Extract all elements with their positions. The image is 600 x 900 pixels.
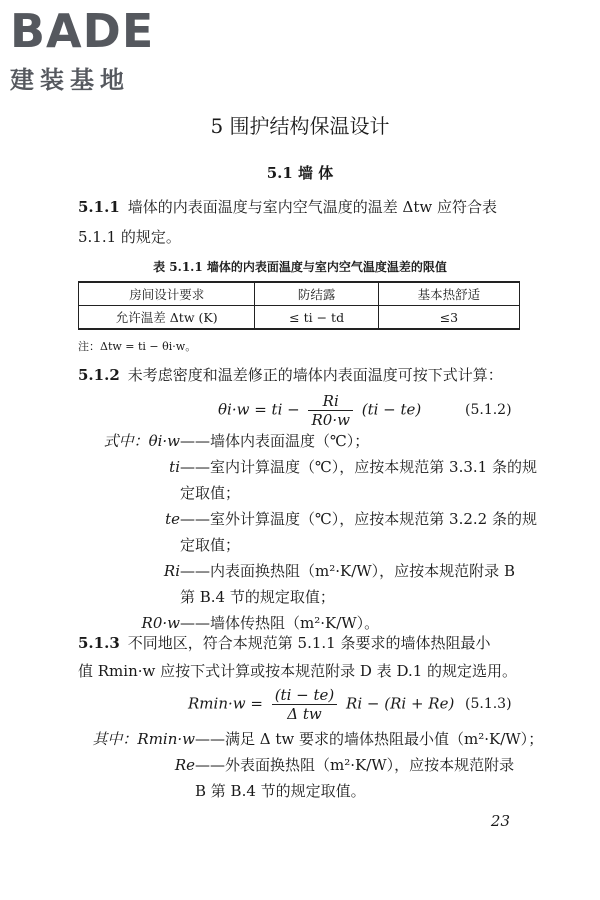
chapter-title: 5 围护结构保温设计 bbox=[210, 114, 390, 138]
table-cell: 允许温差 Δtw (K) bbox=[79, 306, 255, 330]
formula-fraction bbox=[308, 392, 352, 429]
definition-symbol: te bbox=[165, 510, 180, 528]
formula-numerator: (ti − te) bbox=[272, 686, 338, 705]
definition-text: ——墙体传热阻（m²·K/W）。 bbox=[180, 614, 380, 632]
definition-symbol: Re bbox=[174, 756, 195, 774]
logo-wordmark: BADE bbox=[10, 4, 155, 58]
formula-number: (5.1.2) bbox=[465, 402, 512, 418]
definition-symbol: ti bbox=[169, 458, 180, 476]
logo bbox=[10, 6, 154, 95]
formula-5-1-2 bbox=[218, 392, 421, 429]
formula-lhs: Rmin·w = bbox=[188, 694, 263, 713]
logo-subtitle: 建装基地 bbox=[10, 66, 130, 94]
definition-text: B 第 B.4 节的规定取值。 bbox=[195, 782, 366, 800]
formula-5-1-3 bbox=[188, 686, 454, 723]
table-cell: ≤3 bbox=[378, 306, 519, 330]
clause-number: 5.1.2 bbox=[78, 366, 120, 384]
section-title: 5.1 墙 体 bbox=[266, 164, 334, 182]
formula-rhs: Ri − (Ri + Re) bbox=[346, 694, 455, 713]
formula-fraction bbox=[272, 686, 338, 723]
table-header: 房间设计要求 bbox=[79, 282, 255, 306]
definition-symbol: 其中：Rmin·w bbox=[92, 730, 195, 748]
clause-5-1-3-line2: 值 Rmin·w 应按下式计算或按本规范附录 D 表 D.1 的规定选用。 bbox=[78, 662, 518, 680]
clause-5-1-3-line1 bbox=[78, 628, 490, 658]
table-header-row bbox=[79, 282, 520, 306]
clause-5-1-1-line1 bbox=[78, 192, 497, 222]
formula-rhs: (ti − te) bbox=[361, 400, 422, 419]
table-header: 防结露 bbox=[255, 282, 378, 306]
table-caption: 表 5.1.1 墙体的内表面温度与室内空气温度温差的限值 bbox=[153, 260, 447, 274]
definition-text: ——满足 Δ tw 要求的墙体热阻最小值（m²·K/W）； bbox=[195, 730, 544, 748]
formula-number: (5.1.3) bbox=[465, 696, 512, 712]
table-header: 基本热舒适 bbox=[378, 282, 519, 306]
definition-text: 第 B.4 节的规定取值； bbox=[180, 588, 335, 606]
clause-text: 未考虑密度和温差修正的墙体内表面温度可按下式计算： bbox=[127, 366, 503, 384]
definition-text: ——室内计算温度（℃），应按本规范第 3.3.1 条的规 bbox=[180, 458, 537, 476]
table-row bbox=[79, 306, 520, 330]
formula-denominator: R0·w bbox=[311, 411, 350, 429]
limits-table bbox=[78, 281, 520, 330]
clause-text: 不同地区，符合本规范第 5.1.1 条要求的墙体热阻最小 bbox=[127, 634, 491, 652]
clause-5-1-1-line2: 5.1.1 的规定。 bbox=[78, 228, 181, 246]
clause-text: 墙体的内表面温度与室内空气温度的温差 Δtw 应符合表 bbox=[127, 198, 498, 216]
formula-denominator: Δ tw bbox=[287, 705, 322, 723]
page-number: 23 bbox=[490, 812, 510, 830]
clause-5-1-2 bbox=[78, 360, 503, 390]
definition-text: ——外表面换热阻（m²·K/W），应按本规范附录 bbox=[195, 756, 515, 774]
definition-symbol: R0·w bbox=[141, 614, 180, 632]
table-note: 注：Δtw = ti − θi·w。 bbox=[78, 340, 197, 353]
definition-text: ——室外计算温度（℃），应按本规范第 3.2.2 条的规 bbox=[180, 510, 537, 528]
definition-text: ——内表面换热阻（m²·K/W），应按本规范附录 B bbox=[180, 562, 515, 580]
formula-lhs: θi·w = ti − bbox=[218, 400, 300, 419]
definition-text: 定取值； bbox=[180, 484, 241, 502]
definition-symbol: Ri bbox=[163, 562, 180, 580]
table-cell: ≤ ti − td bbox=[255, 306, 378, 330]
clause-number: 5.1.3 bbox=[78, 634, 120, 652]
definition-text: ——墙体内表面温度（℃）； bbox=[180, 432, 370, 450]
clause-number: 5.1.1 bbox=[78, 198, 120, 216]
definition-text: 定取值； bbox=[180, 536, 241, 554]
formula-numerator: Ri bbox=[308, 392, 352, 411]
definition-symbol: 式中：θi·w bbox=[103, 432, 180, 450]
